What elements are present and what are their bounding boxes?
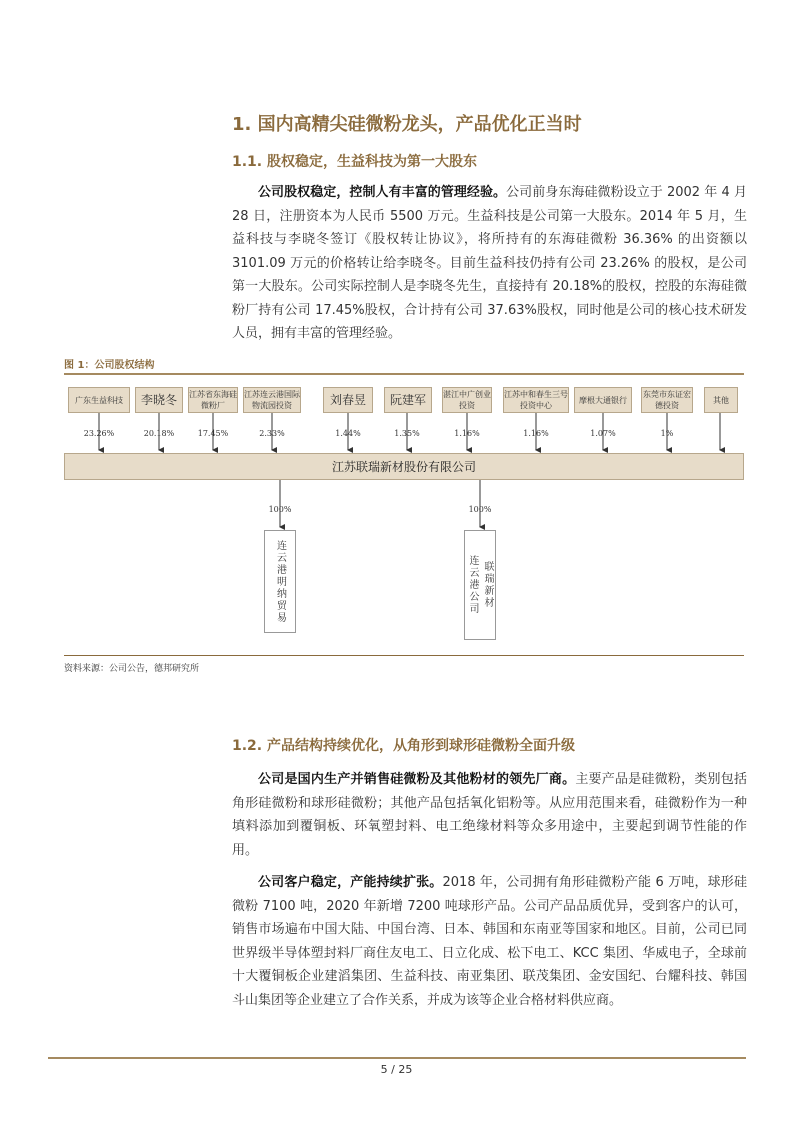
stake-label: 1.07% [590, 429, 616, 438]
stake-label: 17.45% [197, 429, 229, 438]
paragraph-lead: 公司客户稳定，产能持续扩张。 [258, 875, 443, 890]
paragraph-lead: 公司是国内生产并销售硅微粉及其他粉材的领先厂商。 [258, 772, 576, 787]
subsidiary-box [264, 530, 296, 633]
paragraph-body: 公司前身东海硅微粉设立于 2002 年 4 月 28 日，注册资本为人民币 5500 万元。生益科技是公司第一大股东。2014 年 5 月，生益科技与李晓冬签订《股权转让协议》，将所持有的东海硅微粉 36.36% 的出资额以 3101.09 万元的价格转让给李晓冬。目前生益科技仍持有公司 23.26% 的股权，是公司第一大股东。公司实际控制人是李晓冬先生，直接持有 20.18%的股权，控股的东海硅微粉厂持有公司 17.45%股权，合计持有公司 37.63%股权，同时他是公司的核心技术研发人员，拥有丰富的管理经验。 [232, 185, 747, 341]
subsection-title-1-1: 1.1. 股权稳定，生益科技为第一大股东 [232, 154, 477, 170]
footer-rule [48, 1057, 746, 1059]
stake-label: 20.18% [143, 429, 175, 438]
shareholder-box: 广东生益科技 [68, 387, 130, 413]
company-box: 江苏联瑞新材股份有限公司 [64, 453, 744, 480]
shareholder-box: 江苏连云港国际物流园投资 [243, 387, 301, 413]
shareholder-box: 刘春昱 [323, 387, 373, 413]
shareholder-box: 阮建军 [384, 387, 432, 413]
paragraph-body: 2018 年，公司拥有角形硅微粉产能 6 万吨，球形硅微粉 7100 吨，2020 年新增 7200 吨球形产品。公司产品品质优异，受到客户的认可，销售市场遍布中国大陆、中国台湾、日本、韩国和东南亚等国家和地区。目前，公司已同世界级半导体塑封料厂商住友电工、日立化成、松下电工、KCC 集团、华威电子，全球前十大覆铜板企业建滔集团、生益科技、南亚集团、联茂集团、金安国纪、台耀科技、韩国斗山集团等企业建立了合作关系，并成为该等企业合格材料供应商。 [232, 875, 747, 1008]
paragraph-lead: 公司股权稳定，控制人有丰富的管理经验。 [258, 185, 507, 200]
shareholder-box: 江苏省东海硅微粉厂 [188, 387, 238, 413]
stake-label: 2.33% [259, 429, 285, 438]
shareholder-box: 东莞市东证宏德投资 [641, 387, 693, 413]
subsidiary-name: 连云港明纳贸易 [274, 539, 286, 624]
subsidiary-name: 连云港公司 [467, 555, 478, 615]
subsidiary-box [464, 530, 496, 640]
paragraph-body: 主要产品是硅微粉，类别包括角形硅微粉和球形硅微粉；其他产品包括氧化铝粉等。从应用范围来看，硅微粉作为一种填料添加到覆铜板、环氧塑封料、电工绝缘材料等众多用途中，主要起到调节性能的作用。 [232, 772, 747, 858]
figure-source: 资料来源：公司公告，德邦研究所 [64, 664, 200, 674]
shareholder-box: 其他 [704, 387, 738, 413]
shareholder-box: 李晓冬 [135, 387, 183, 413]
paragraph-products [232, 768, 747, 862]
subsidiary-stake-label: 100% [468, 505, 492, 514]
paragraph-customers [232, 871, 747, 1012]
stake-label: 1.16% [523, 429, 549, 438]
subsidiary-subname: 联瑞新材 [482, 561, 493, 609]
figure-bottom-rule [64, 655, 744, 656]
subsection-title-1-2: 1.2. 产品结构持续优化，从角形到球形硅微粉全面升级 [232, 738, 575, 754]
section-title: 1. 国内高精尖硅微粉龙头，产品优化正当时 [232, 114, 582, 135]
shareholder-box: 湛江中广创业投资 [442, 387, 492, 413]
figure-title: 图 1：公司股权结构 [64, 360, 155, 371]
stake-label: 1.35% [394, 429, 420, 438]
stake-label: 1% [660, 429, 674, 438]
stake-label: 1.16% [454, 429, 480, 438]
subsidiary-stake-label: 100% [268, 505, 292, 514]
shareholder-box: 江苏中和春生三号投资中心 [503, 387, 569, 413]
page-number: 5 / 25 [380, 1063, 413, 1076]
stake-label: 23.26% [83, 429, 115, 438]
stake-label: 1.44% [335, 429, 361, 438]
shareholder-box: 摩根大通银行 [574, 387, 632, 413]
